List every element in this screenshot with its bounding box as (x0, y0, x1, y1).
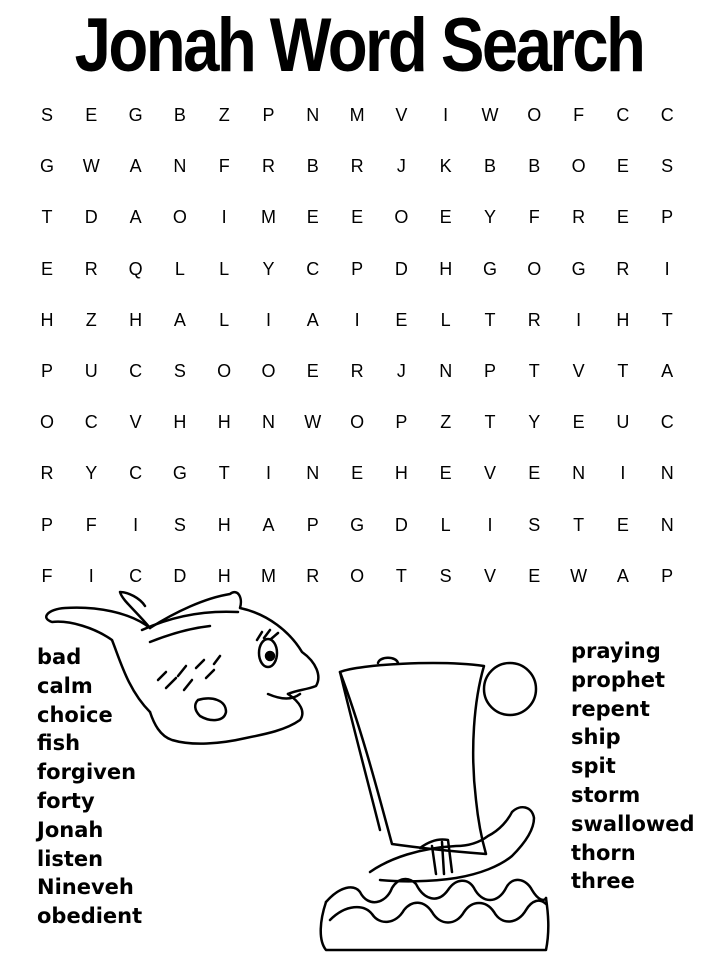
grid-letter[interactable]: P (351, 258, 364, 279)
grid-letter[interactable]: G (39, 156, 54, 177)
grid-letter[interactable]: P (661, 565, 674, 586)
grid-letter[interactable]: F (573, 105, 585, 125)
grid-letter[interactable]: S (661, 156, 674, 177)
grid-letter[interactable]: N (660, 514, 674, 535)
grid-letter[interactable]: S (528, 514, 541, 535)
grid-letter[interactable]: Q (128, 258, 143, 279)
grid-letter[interactable]: E (306, 207, 319, 228)
grid-letter[interactable]: V (483, 463, 496, 484)
grid-letter[interactable]: E (616, 514, 629, 535)
grid-letter[interactable]: A (306, 309, 319, 330)
word-list-item: three (571, 869, 635, 894)
grid-letter[interactable]: G (128, 105, 143, 125)
grid-letter[interactable]: L (440, 309, 451, 330)
grid-letter[interactable]: E (351, 463, 364, 484)
grid-letter[interactable]: J (396, 361, 406, 381)
grid-letter[interactable]: R (40, 463, 54, 484)
word-list-item: forty (37, 788, 95, 813)
grid-letter[interactable]: A (661, 361, 674, 381)
grid-letter[interactable]: U (84, 361, 98, 381)
grid-letter[interactable]: E (439, 207, 452, 228)
grid-letter[interactable]: L (174, 258, 185, 279)
grid-letter[interactable]: P (40, 361, 53, 381)
whale-icon (46, 592, 318, 744)
grid-letter[interactable]: H (129, 309, 143, 330)
word-list-item: calm (37, 673, 93, 698)
grid-letter[interactable]: T (528, 361, 540, 381)
grid-letter[interactable]: C (660, 105, 674, 125)
grid-letter[interactable]: M (261, 207, 276, 228)
grid-letter[interactable]: N (173, 156, 187, 177)
grid-letter[interactable]: E (439, 463, 452, 484)
grid-letter[interactable]: V (572, 361, 585, 381)
word-list-item: repent (571, 696, 650, 721)
grid-letter[interactable]: P (395, 412, 408, 433)
sun-icon (484, 663, 536, 715)
grid-letter[interactable]: C (129, 361, 143, 381)
word-list-item: ship (571, 725, 621, 750)
grid-letter[interactable]: T (617, 361, 629, 381)
grid-letter[interactable]: D (394, 258, 408, 279)
grid-letter[interactable]: H (173, 412, 187, 433)
grid-letter[interactable]: P (40, 514, 53, 535)
grid-letter[interactable]: O (39, 412, 54, 433)
grid-letter[interactable]: A (616, 565, 629, 586)
word-list-item: listen (37, 846, 104, 871)
grid-letter[interactable]: O (217, 361, 232, 381)
word-list-item: obedient (37, 904, 143, 929)
grid-letter[interactable]: F (41, 565, 53, 586)
grid-letter[interactable]: N (660, 463, 674, 484)
grid-letter[interactable]: E (85, 105, 98, 125)
grid-letter[interactable]: V (395, 105, 408, 125)
grid-letter[interactable]: D (84, 207, 98, 228)
word-list-item: choice (37, 702, 113, 727)
grid-letter[interactable]: W (481, 105, 499, 125)
grid-letter[interactable]: I (265, 463, 271, 484)
grid-letter[interactable]: I (133, 514, 139, 535)
grid-letter[interactable]: A (173, 309, 186, 330)
grid-letter[interactable]: D (173, 565, 187, 586)
grid-letter[interactable]: E (40, 258, 53, 279)
grid-letter[interactable]: R (262, 156, 275, 177)
grid-letter[interactable]: A (262, 514, 275, 535)
grid-letter[interactable]: E (528, 565, 541, 586)
grid-letter[interactable]: W (304, 412, 322, 433)
grid-letter[interactable]: Y (85, 463, 98, 484)
grid-letter[interactable]: C (129, 565, 143, 586)
grid-letter[interactable]: J (396, 156, 406, 177)
grid-letter[interactable]: R (616, 258, 630, 279)
grid-letter[interactable]: W (570, 565, 588, 586)
grid-letter[interactable]: T (41, 207, 53, 228)
grid-letter[interactable]: T (573, 514, 585, 535)
grid-letter[interactable]: E (616, 156, 629, 177)
grid-letter[interactable]: E (395, 309, 408, 330)
word-list-item: Nineveh (37, 875, 134, 900)
grid-letter[interactable]: I (354, 309, 360, 330)
grid-letter[interactable]: O (350, 565, 365, 586)
grid-letter[interactable]: S (173, 514, 186, 535)
grid-letter[interactable]: T (661, 309, 673, 330)
grid-letter[interactable]: C (306, 258, 320, 279)
grid-letter[interactable]: S (439, 565, 452, 586)
sailboat-icon (321, 658, 549, 950)
grid-letter[interactable]: T (218, 463, 230, 484)
grid-letter[interactable]: E (528, 463, 541, 484)
grid-letter[interactable]: O (527, 105, 542, 125)
grid-letter[interactable]: S (173, 361, 186, 381)
grid-letter[interactable]: Z (440, 412, 452, 433)
grid-letter[interactable]: H (394, 463, 408, 484)
grid-letter[interactable]: C (660, 412, 674, 433)
grid-letter[interactable]: A (129, 207, 142, 228)
grid-letter[interactable]: I (487, 514, 493, 535)
grid-letter[interactable]: T (484, 309, 496, 330)
grid-letter[interactable]: P (661, 207, 674, 228)
grid-letter[interactable]: R (306, 565, 320, 586)
grid-letter[interactable]: B (306, 156, 319, 177)
grid-letter[interactable]: O (350, 412, 365, 433)
grid-letter[interactable]: Z (85, 309, 97, 330)
grid-letter[interactable]: I (88, 565, 94, 586)
grid-letter[interactable]: N (306, 105, 320, 125)
grid-letter[interactable]: I (443, 105, 449, 125)
grid-letter[interactable]: W (82, 156, 100, 177)
grid-letter[interactable]: T (395, 565, 407, 586)
grid-letter[interactable]: Y (483, 207, 496, 228)
grid-letter[interactable]: F (528, 207, 540, 228)
grid-letter[interactable]: U (616, 412, 630, 433)
grid-letter[interactable]: H (40, 309, 54, 330)
grid-letter[interactable]: E (572, 412, 585, 433)
grid-letter[interactable]: O (172, 207, 187, 228)
word-list-item: swallowed (571, 811, 695, 836)
grid-letter[interactable]: C (129, 463, 143, 484)
grid-letter[interactable]: K (439, 156, 452, 177)
word-list-item: spit (571, 754, 616, 779)
grid-letter[interactable]: P (483, 361, 496, 381)
word-list-item: prophet (571, 667, 666, 692)
grid-letter[interactable]: H (217, 565, 231, 586)
grid-letter[interactable]: C (616, 105, 630, 125)
grid-letter[interactable]: O (261, 361, 276, 381)
grid-letter[interactable]: F (85, 514, 97, 535)
grid-letter[interactable]: N (439, 361, 453, 381)
grid-letter[interactable]: N (306, 463, 320, 484)
grid-letter[interactable]: H (217, 514, 231, 535)
grid-letter[interactable]: M (261, 565, 276, 586)
grid-letter[interactable]: G (172, 463, 187, 484)
grid-letter[interactable]: S (40, 105, 53, 125)
grid-letter[interactable]: R (350, 361, 364, 381)
grid-letter[interactable]: D (394, 514, 408, 535)
grid-letter[interactable]: R (350, 156, 364, 177)
grid-letter[interactable]: Y (528, 412, 541, 433)
word-list-item: thorn (571, 840, 636, 865)
grid-letter[interactable]: N (262, 412, 275, 433)
grid-letter[interactable]: A (129, 156, 142, 177)
word-list-item: fish (37, 731, 81, 756)
grid-letter[interactable]: N (572, 463, 586, 484)
grid-letter[interactable]: T (484, 412, 496, 433)
grid-letter[interactable]: O (571, 156, 586, 177)
grid-letter[interactable]: P (262, 105, 275, 125)
grid-letter[interactable]: B (528, 156, 541, 177)
grid-letter[interactable]: I (265, 309, 271, 330)
grid-letter[interactable]: P (306, 514, 319, 535)
grid-letter[interactable]: L (219, 258, 230, 279)
grid-letter[interactable]: V (483, 565, 496, 586)
grid-letter[interactable]: L (440, 514, 451, 535)
grid-letter[interactable]: G (571, 258, 586, 279)
grid-letter[interactable]: B (483, 156, 496, 177)
grid-letter[interactable]: M (349, 105, 365, 125)
grid-letter[interactable]: G (350, 514, 365, 535)
grid-letter[interactable]: V (129, 412, 142, 433)
grid-letter[interactable]: F (218, 156, 230, 177)
grid-letter[interactable]: E (351, 207, 364, 228)
grid-letter[interactable]: Z (218, 105, 230, 125)
word-list-item: Jonah (37, 817, 104, 842)
grid-letter[interactable]: I (620, 463, 626, 484)
grid-letter[interactable]: E (616, 207, 629, 228)
grid-letter[interactable]: I (664, 258, 670, 279)
grid-letter[interactable]: R (527, 309, 541, 330)
grid-letter[interactable]: O (527, 258, 542, 279)
grid-letter[interactable]: H (439, 258, 453, 279)
grid-letter[interactable]: R (572, 207, 586, 228)
word-list-item: praying (571, 639, 661, 663)
grid-letter[interactable]: I (221, 207, 227, 228)
word-list-item: forgiven (37, 760, 137, 785)
grid-letter[interactable]: B (173, 105, 186, 125)
grid-letter[interactable]: H (616, 309, 630, 330)
word-list-item: storm (571, 782, 641, 807)
word-list-item: bad (37, 645, 82, 669)
grid-letter[interactable]: R (84, 258, 98, 279)
grid-letter[interactable]: I (576, 309, 582, 330)
grid-letter[interactable]: O (394, 207, 409, 228)
grid-letter[interactable]: E (306, 361, 319, 381)
page-title: Jonah Word Search (74, 3, 644, 88)
grid-letter[interactable]: C (84, 412, 98, 433)
grid-letter[interactable]: G (482, 258, 497, 279)
grid-letter[interactable]: H (217, 412, 231, 433)
grid-letter[interactable]: L (219, 309, 230, 330)
grid-letter[interactable]: Y (262, 258, 275, 279)
